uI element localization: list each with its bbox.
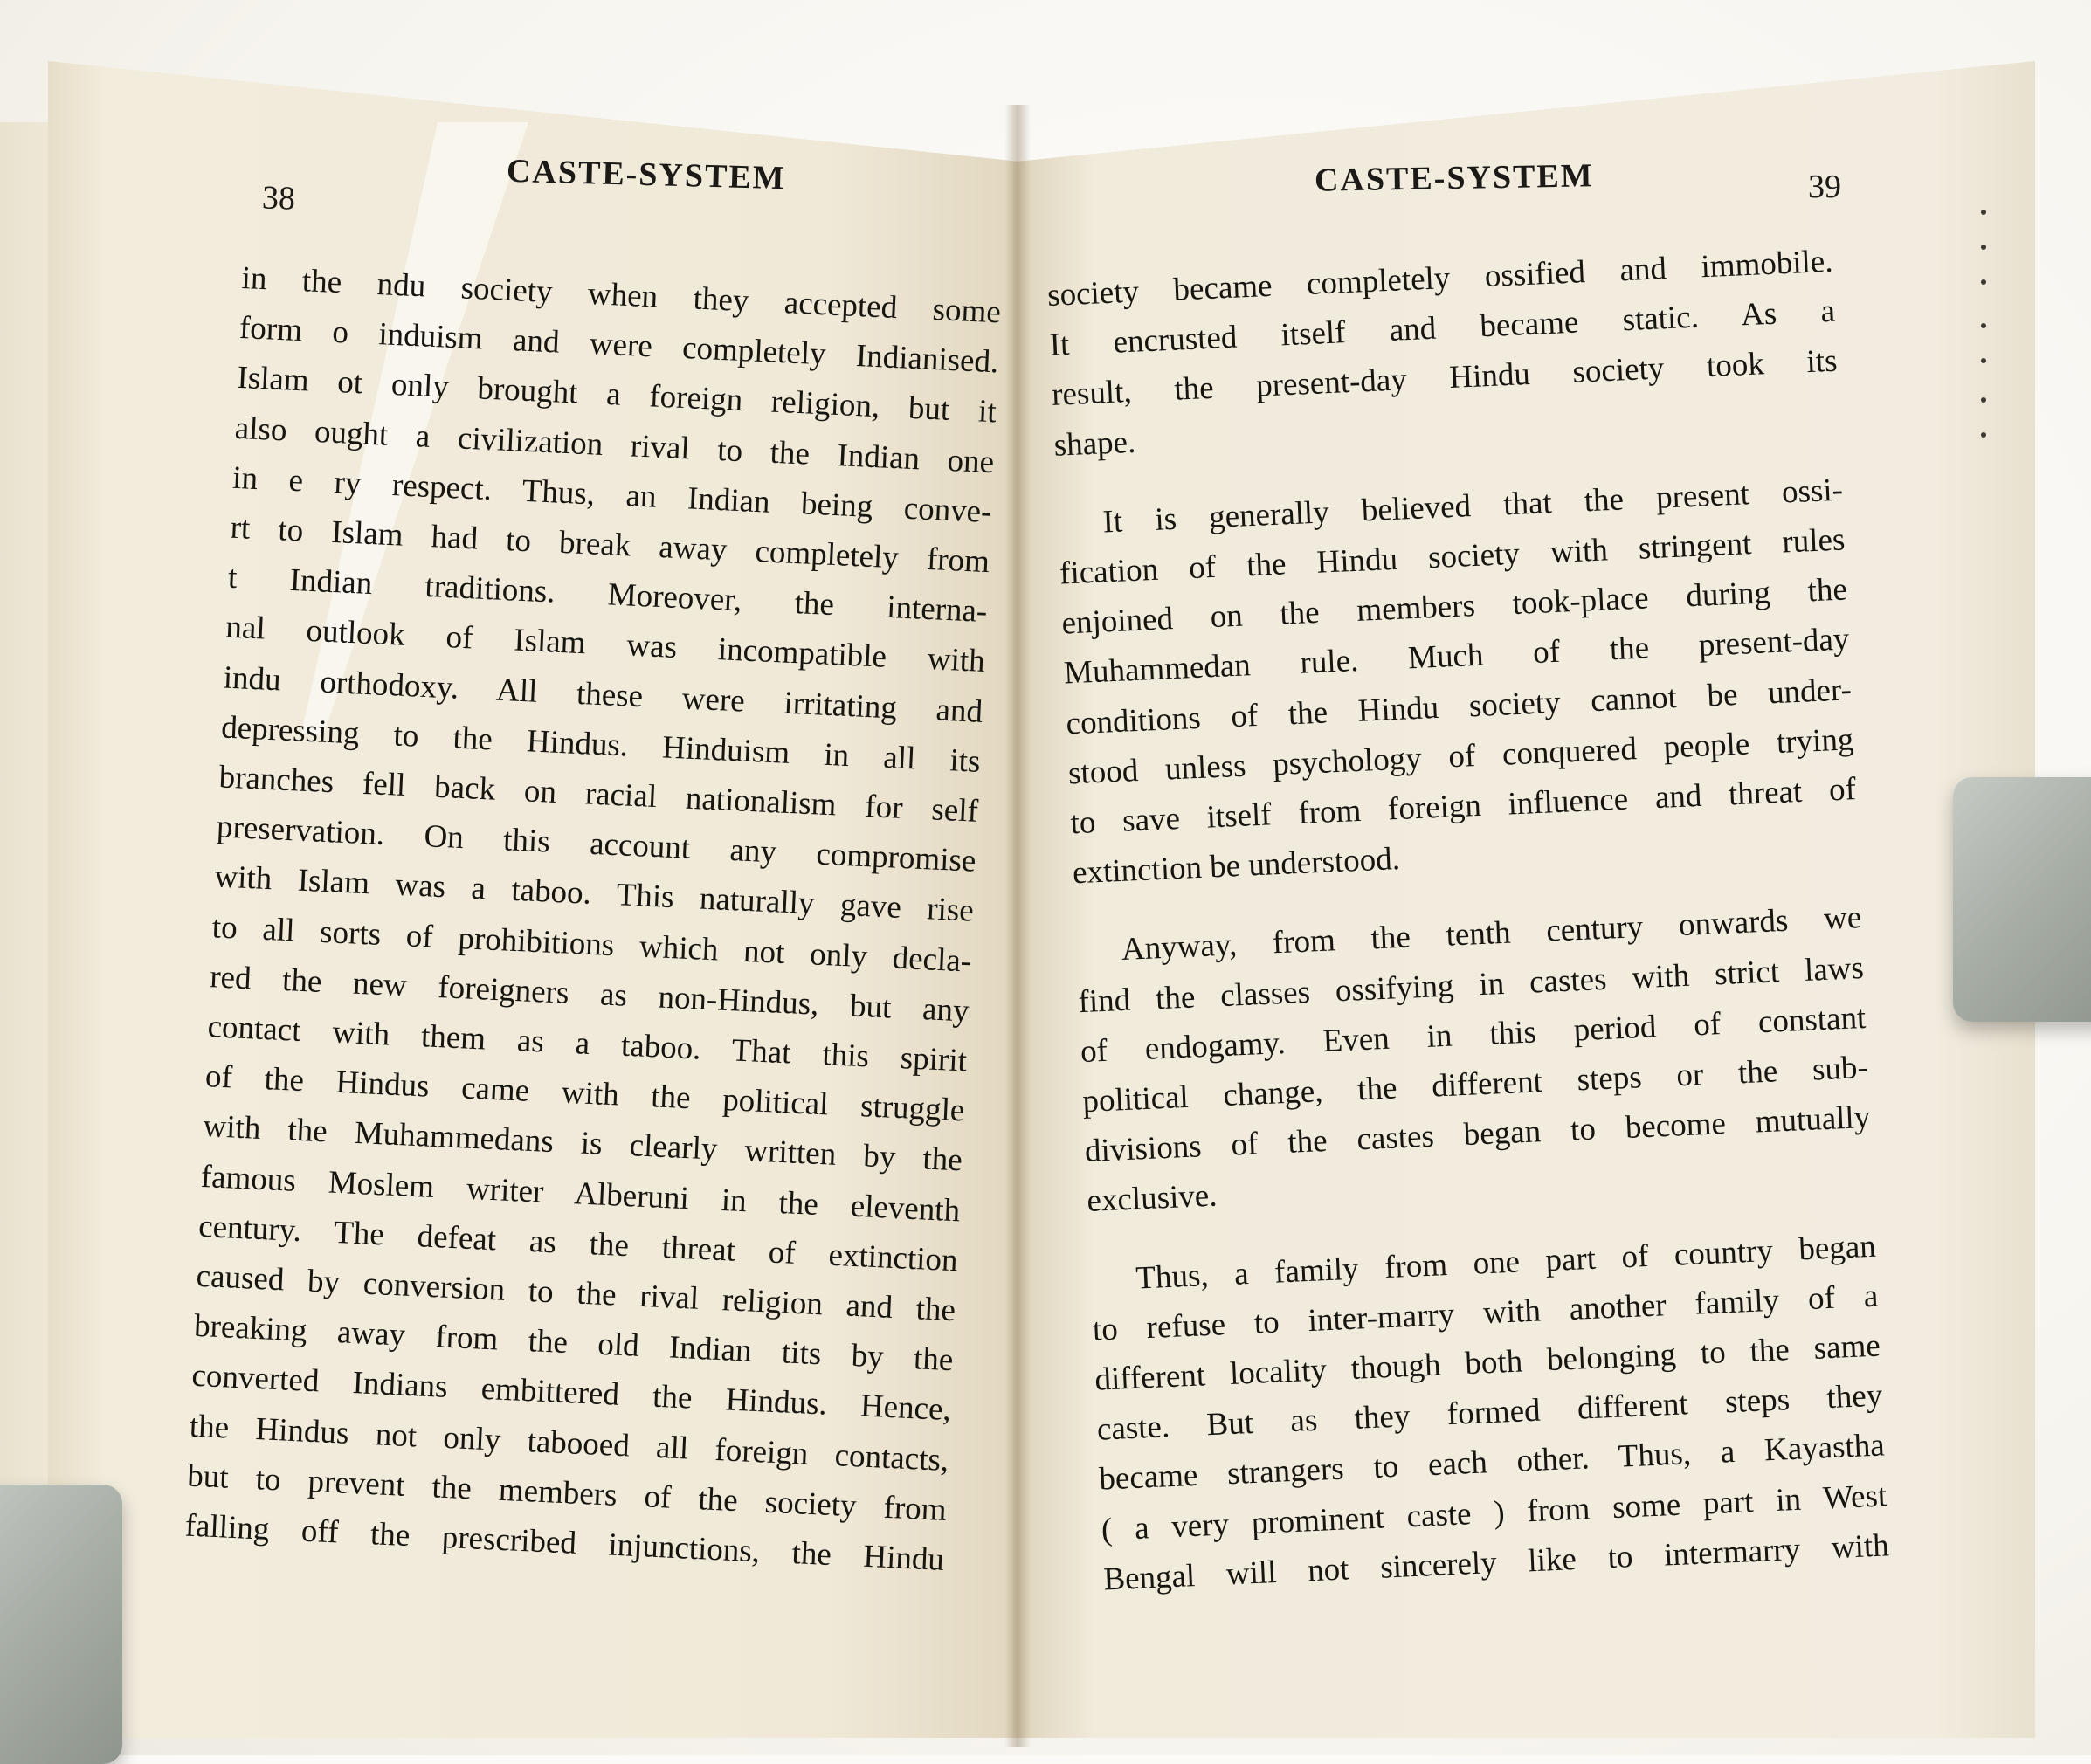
book-spine-shadow [1004, 105, 1031, 1747]
text-line: of endogamy. Even in this period of constant [1080, 999, 1867, 1070]
edge-mark [1981, 245, 1986, 250]
text-line: also ought a civilization rival to the Indian one [233, 410, 995, 480]
text-line: stood unless psychology of conquered people trying [1067, 721, 1855, 792]
text-line: Anyway, from the tenth century onwards we [1121, 899, 1863, 968]
stone-paperweight [1953, 777, 2091, 1022]
text-line: became strangers to each other. Thus, a Kayastha [1098, 1427, 1886, 1499]
page-edge-marks [1981, 210, 1998, 472]
edge-mark [1981, 397, 1986, 403]
text-line: ( a very prominent caste ) from some part in West [1101, 1478, 1887, 1548]
text-line: extinction be understood. [1072, 841, 1401, 892]
text-line: political change, the different steps or the sub- [1081, 1049, 1869, 1120]
text-line: find the classes ossifying in castes with strict laws [1077, 949, 1865, 1020]
left-page-number: 38 [261, 179, 296, 217]
text-line: century. The defeat as the threat of extinction [197, 1208, 959, 1279]
right-page-number: 39 [1808, 169, 1841, 205]
edge-mark [1981, 358, 1986, 363]
text-line: Thus, a family from one part of country began [1135, 1228, 1877, 1297]
text-line: caste. But as they formed different steps they [1096, 1377, 1883, 1448]
text-line: preservation. On this account any compromise [216, 809, 977, 880]
text-line: contact with them as a taboo. That this spirit [206, 1009, 968, 1079]
text-line: caused by conversion to the rival religion and the [195, 1258, 956, 1329]
edge-mark [1981, 323, 1986, 328]
text-line: t Indian traditions. Moreover, the interna- [227, 559, 989, 630]
text-line: breaking away from the old Indian tits by the [193, 1308, 955, 1379]
text-line: falling off the prescribed injunctions, the Hindu [183, 1507, 945, 1579]
text-line: branches fell back on racial nationalism for self [217, 759, 979, 830]
text-line: Bengal will not sincerely like to intermarry with [1102, 1527, 1890, 1598]
text-line: to all sorts of prohibitions which not only decla- [211, 908, 973, 980]
text-line: but to prevent the members of the society from [186, 1457, 948, 1528]
text-line: It is generally believed that the present ossi- [1101, 472, 1844, 541]
text-line: famous Moslem writer Alberuni in the eleventh [200, 1158, 962, 1230]
text-line: in the ndu society when they accepted some [240, 259, 1002, 331]
text-line: form o induism and were completely Indianised. [238, 310, 1000, 381]
text-line: Muhammedan rule. Much of the present-day [1063, 621, 1851, 692]
text-line: exclusive. [1086, 1177, 1218, 1220]
text-line: It encrusted itself and became static. As a [1048, 293, 1836, 364]
text-line: nal outlook of Islam was incompatible with [224, 610, 986, 680]
text-line: society became completely ossified and immobile. [1046, 243, 1834, 314]
text-line: Islam ot only brought a foreign religion, but it [236, 360, 997, 431]
text-line: of the Hindus came with the political struggle [204, 1058, 966, 1129]
text-line: converted Indians embittered the Hindus. Hence, [190, 1358, 952, 1429]
text-line: different locality though both belonging to the same [1094, 1327, 1881, 1398]
edge-mark [1981, 279, 1986, 285]
stone-paperweight [0, 1485, 122, 1764]
text-line: depressing to the Hindus. Hinduism in all its [220, 709, 982, 780]
text-line: divisions of the castes began to become mutually [1084, 1099, 1872, 1170]
text-line: the Hindus not only tabooed all foreign contacts, [189, 1408, 950, 1478]
right-running-head: CASTE-SYSTEM [1314, 157, 1594, 199]
text-line: with the Muhammedans is clearly written by the [202, 1108, 963, 1179]
text-line: red the new foreigners as non-Hindus, but any [209, 959, 970, 1030]
text-line: to save itself from foreign influence and threat of [1069, 771, 1857, 842]
text-line: fication of the Hindu society with stringent rules [1059, 521, 1846, 592]
text-line: indu orthodoxy. All these were irritating and [223, 659, 983, 730]
text-line: with Islam was a taboo. This naturally gave rise [213, 858, 975, 930]
text-line: result, the present-day Hindu society took its [1051, 343, 1839, 414]
text-line: to refuse to inter-marry with another family of a [1092, 1278, 1880, 1348]
left-page-text [184, 253, 1003, 1585]
text-line: rt to Islam had to break away completely from [229, 509, 990, 581]
text-line: in e ry respect. Thus, an Indian being conve- [231, 459, 993, 530]
left-running-head: CASTE-SYSTEM [506, 152, 787, 197]
text-line: shape. [1052, 424, 1137, 464]
text-line: conditions of the Hindu society cannot be under- [1065, 671, 1853, 742]
edge-mark [1981, 210, 1986, 215]
edge-mark [1981, 432, 1986, 438]
right-page-text [1046, 237, 1890, 1605]
text-line: enjoined on the members took-place during the [1060, 571, 1848, 642]
